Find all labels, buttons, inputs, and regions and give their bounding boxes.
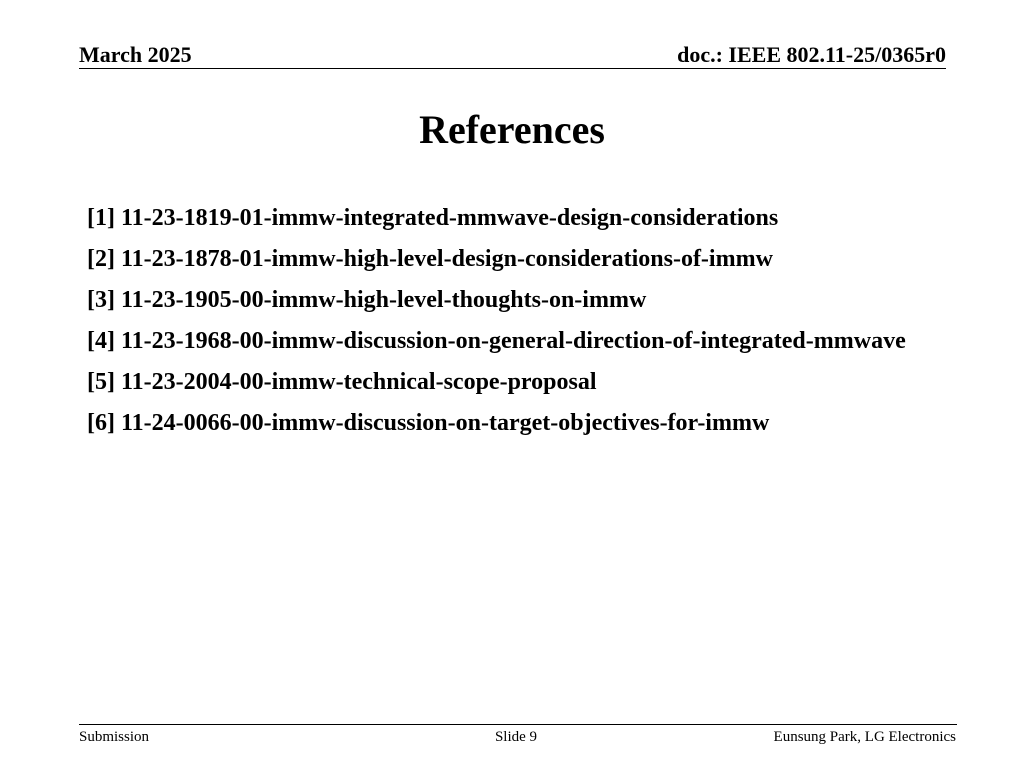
reference-list (87, 201, 947, 447)
reference-item: [1] 11-23-1819-01-immw-integrated-mmwave-design-considerations (87, 205, 779, 231)
reference-item: [2] 11-23-1878-01-immw-high-level-design-considerations-of-immw (87, 246, 773, 272)
footer-author: Eunsung Park, LG Electronics (773, 729, 956, 745)
header-divider (79, 68, 946, 69)
header-date: March 2025 (79, 42, 192, 67)
header-doc-id: doc.: IEEE 802.11-25/0365r0 (677, 42, 946, 67)
reference-item: [3] 11-23-1905-00-immw-high-level-thoughts-on-immw (87, 287, 647, 313)
reference-item: [5] 11-23-2004-00-immw-technical-scope-proposal (87, 369, 597, 395)
footer-divider (79, 724, 957, 725)
reference-item: [4] 11-23-1968-00-immw-discussion-on-general-direction-of-integrated-mmwave (87, 328, 906, 354)
slide-title: References (419, 107, 605, 152)
footer-submission: Submission (79, 729, 150, 745)
reference-item: [6] 11-24-0066-00-immw-discussion-on-target-objectives-for-immw (87, 410, 770, 436)
footer-slide-number: Slide 9 (494, 729, 538, 745)
